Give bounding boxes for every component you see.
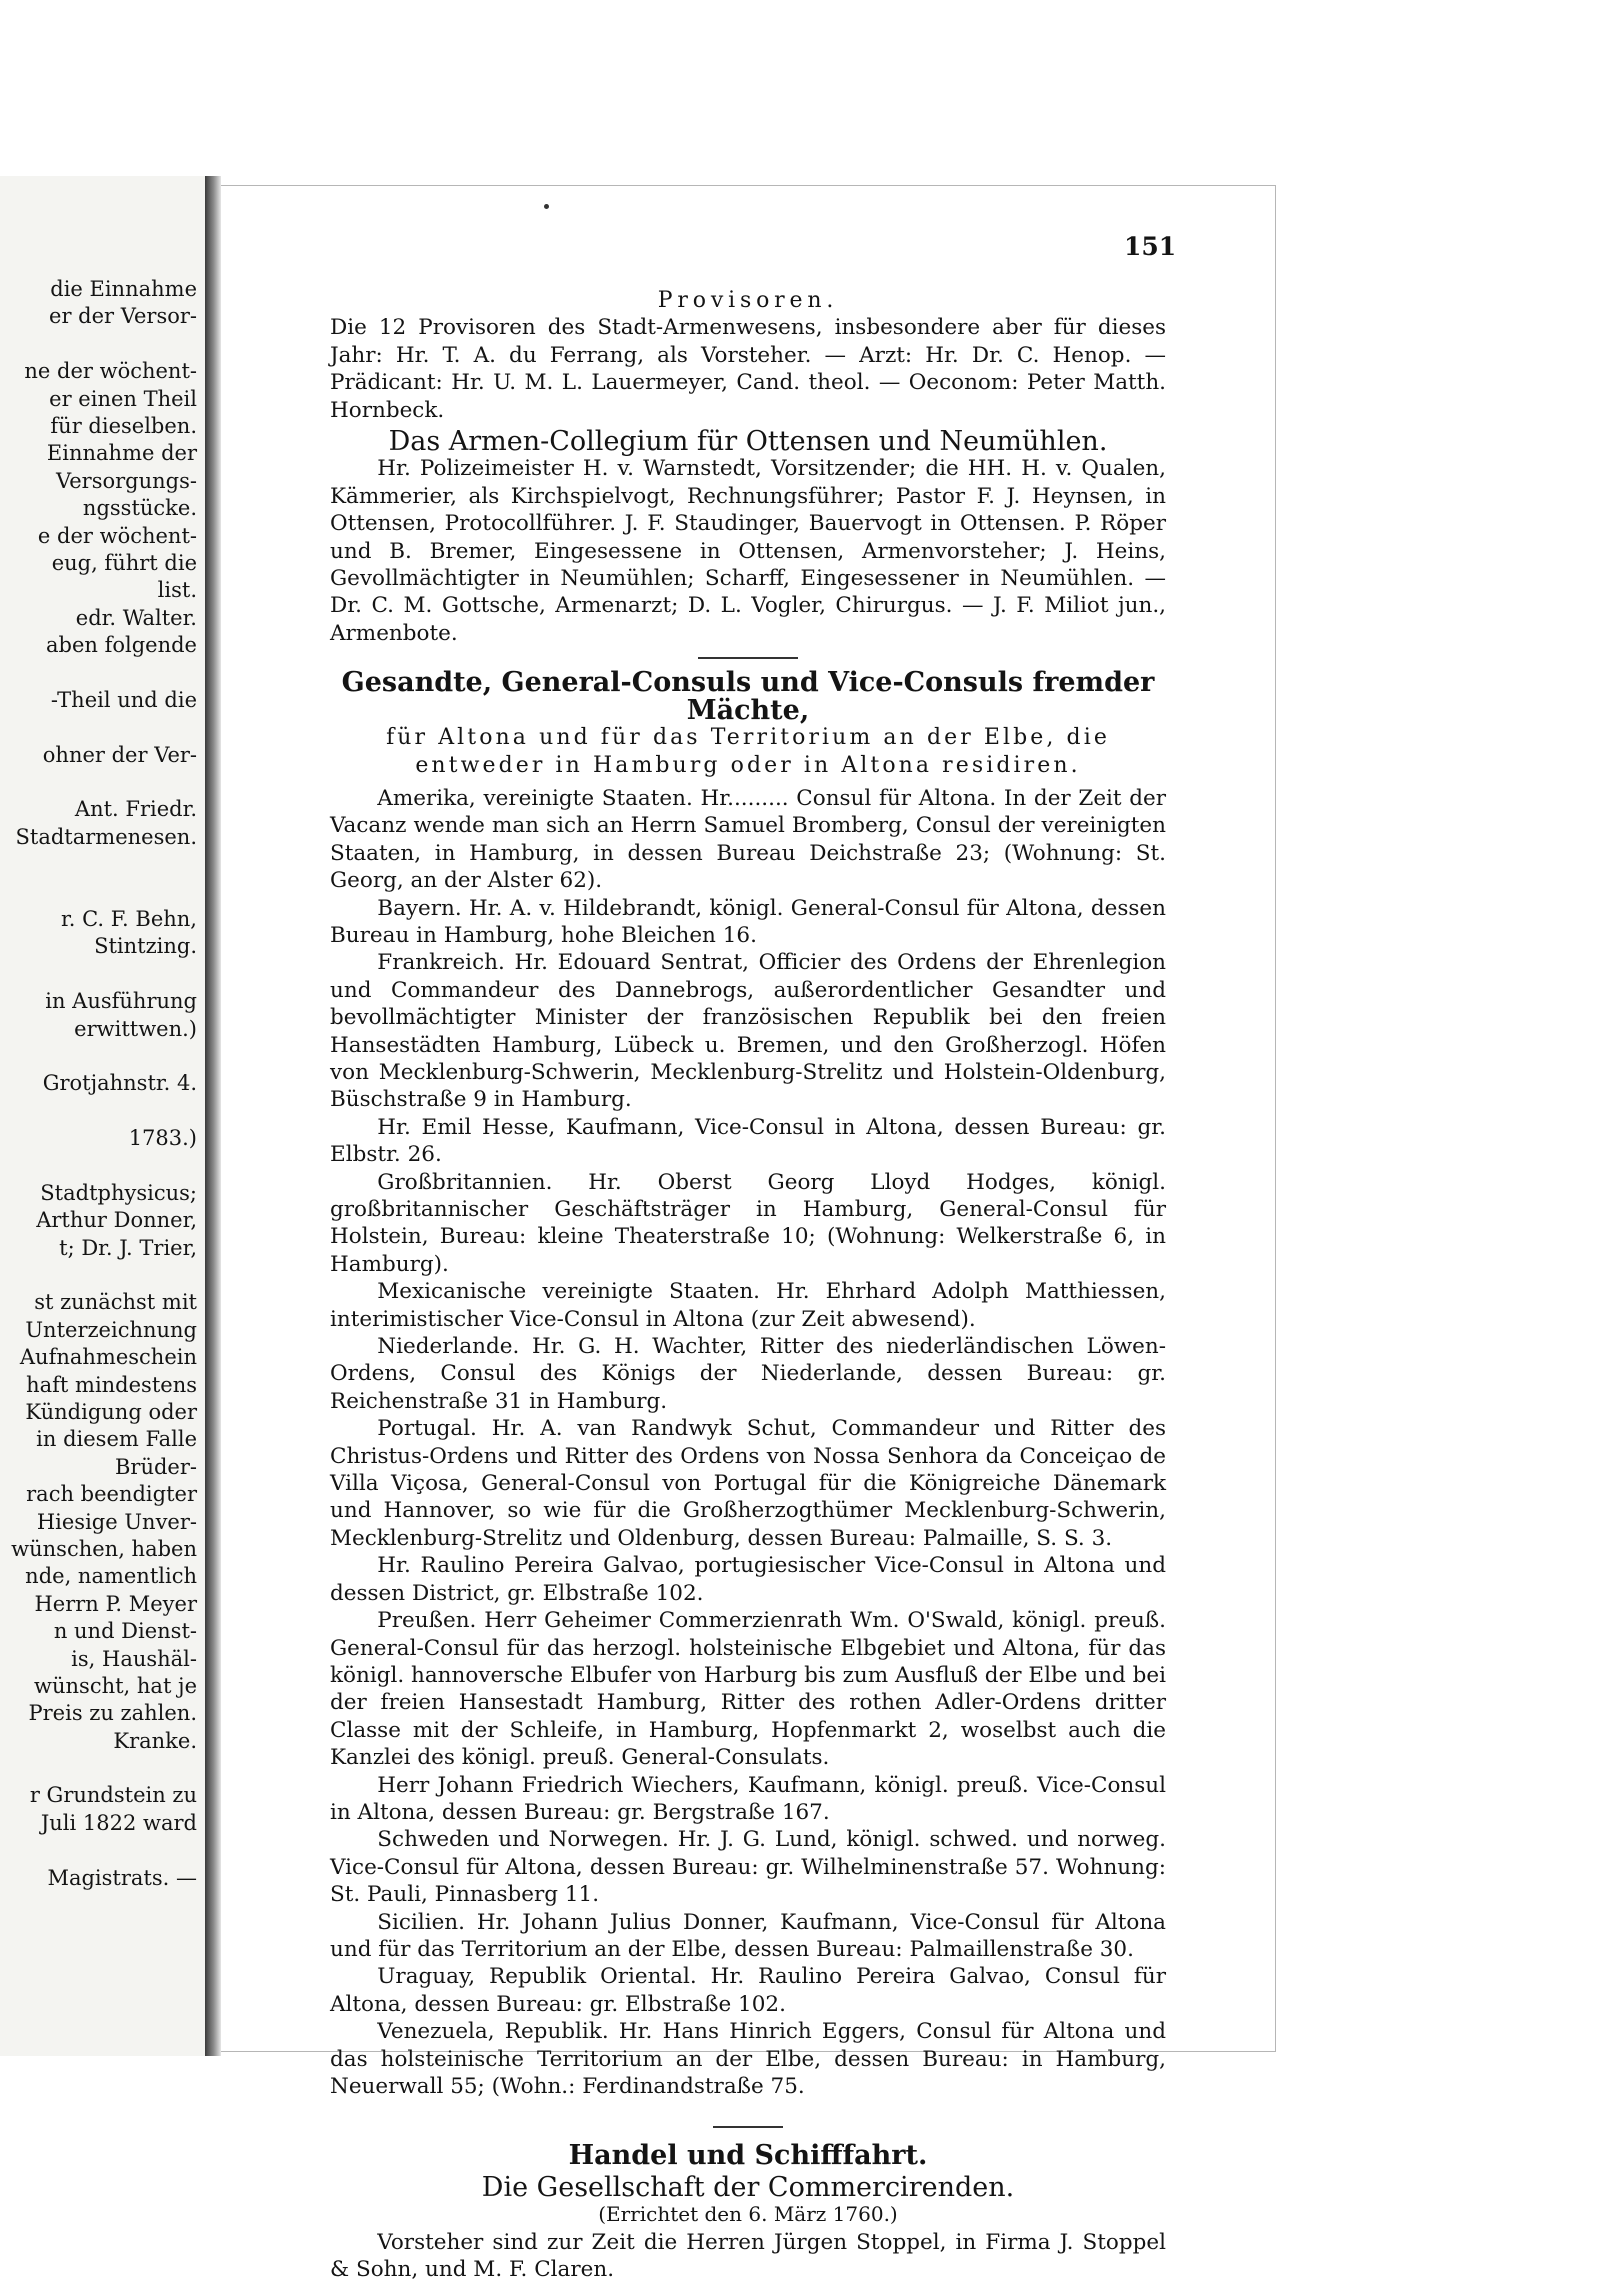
- consul-entry: Hr. Emil Hesse, Kaufmann, Vice-Consul in Altona, dessen Bureau: gr. Elbstr. 26.: [330, 1114, 1166, 1168]
- left-margin-line: er der Versor-: [49, 304, 197, 329]
- consul-entry: Uraguay, Republik Oriental. Hr. Raulino Pereira Galvao, Consul für Altona, dessen Bureau: gr. Elbstraße 102.: [330, 1964, 1166, 2017]
- left-margin-line: erwittwen.): [74, 1016, 197, 1041]
- armen-collegium-text: Hr. Polizeimeister H. v. Warnstedt, Vorsitzender; die HH. H. v. Qualen, Kämmerier, als Kirchspielvogt, Rechnungsführer; Pastor F. J. Heynsen, in Ottensen, Protocollführer. J. F. Staudinger, Bauervogt in Ottensen. P. Röper und B. Bremer, Eingesessene in Ottensen, Armenvorsteher; J. Heins, Gevollmächtigter in Neumühlen; Scharff, Eingesessener in Neumühlen. — Dr. C. M. Gottsche, Armenarzt; D. L. Vogler, Chirurgus. — J. F. Miliot jun., Armenbote.: [330, 456, 1166, 646]
- left-margin-line: [0, 879, 197, 906]
- left-margin-line: in Ausführung: [45, 989, 197, 1014]
- left-margin-line: Stadtphysicus;: [40, 1180, 197, 1205]
- left-margin-line: Arthur Donner,: [36, 1208, 197, 1233]
- left-margin-line: r. C. F. Behn,: [61, 906, 197, 931]
- page-number: 151: [1124, 232, 1177, 261]
- consul-entry: Portugal. Hr. A. van Randwyk Schut, Commandeur und Ritter des Christus-Ordens und Ritter des Ordens von Nossa Senhora da Conceiçao de Villa Viçosa, General-Consul von Portugal für die Königreiche Dänemark und Hannover, so wie für die Großherzogthümer Mecklenburg-Schwerin, Mecklenburg-Strelitz und Oldenburg, dessen Bureau: Palmaille, S. S. 3.: [330, 1416, 1166, 1551]
- left-margin-line: eug, führt die: [51, 550, 197, 575]
- left-margin-line: nde, namentlich: [25, 1564, 197, 1589]
- left-margin-line: [0, 961, 197, 988]
- consul-entry: Preußen. Herr Geheimer Commerzienrath Wm. O'Swald, königl. preuß. General-Consul für das herzogl. holsteinische Elbgebiet und Altona, für das königl. hannoversche Elbufer von Harburg bis zum Ausfluß der Elbe und bei der freien Hansestadt Hamburg, Ritter des rothen Adler-Ordens dritter Classe mit der Schleife, in Hamburg, Hopfenmarkt 2, woselbst auch die Kanzlei des königl. preuß. General-Consulats.: [330, 1608, 1166, 1771]
- consul-entry: Herr Johann Friedrich Wiechers, Kaufmann, königl. preuß. Vice-Consul in Altona, dessen Bureau: gr. Bergstraße 167.: [330, 1772, 1166, 1825]
- consul-entry: Venezuela, Republik. Hr. Hans Hinrich Eggers, Consul für Altona und das holsteinische Territorium an der Elbe, dessen Bureau: in Hamburg, Neuerwall 55; (Wohn.: Ferdinandstraße 75.: [330, 2019, 1166, 2099]
- left-margin-line: Kranke.: [113, 1728, 197, 1753]
- left-margin-line: Herrn P. Meyer: [34, 1591, 197, 1616]
- left-margin-line: haft mindestens: [26, 1372, 197, 1397]
- left-margin-line: Stadtarmenesen.: [15, 824, 197, 849]
- consul-entry: Niederlande. Hr. G. H. Wachter, Ritter des niederländischen Löwen-Ordens, Consul des Königs der Niederlande, dessen Bureau: gr. Reichenstraße 31 in Hamburg.: [330, 1334, 1166, 1414]
- section-title-consuls: Gesandte, General-Consuls und Vice-Consuls fremder Mächte,: [341, 667, 1155, 726]
- left-margin-line: [0, 1755, 197, 1782]
- left-margin-line: is, Haushäl-: [71, 1646, 197, 1671]
- left-margin-line: [0, 331, 197, 358]
- left-margin-line: [0, 659, 197, 686]
- left-margin-line: ngsstücke.: [82, 496, 197, 521]
- consul-entry: Frankreich. Hr. Edouard Sentrat, Officier des Ordens der Ehrenlegion und Commandeur des Dannebrogs, außerordentlicher Gesandter und bevollmächtigter Minister der französischen Republik bei den freien Hansestädten Hamburg, Lübeck u. Bremen, und den Großherzogl. Höfen von Mecklenburg-Schwerin, Mecklenburg-Strelitz und Holstein-Oldenburg, Büschstraße 9 in Hamburg.: [330, 950, 1166, 1113]
- consul-entry: Großbritannien. Hr. Oberst Georg Lloyd Hodges, königl. großbritannischer Geschäftsträger in Hamburg, General-Consul für Holstein, Bureau: kleine Theaterstraße 10; (Wohnung: Welkerstraße 6, in Hamburg).: [330, 1169, 1166, 1277]
- left-margin-line: Brüder-: [114, 1454, 197, 1479]
- left-margin-line: aben folgende: [46, 633, 197, 658]
- left-margin-line: Kündigung oder: [25, 1400, 197, 1425]
- left-margin-line: Hiesige Unver-: [36, 1509, 197, 1534]
- left-margin-line: [0, 1043, 197, 1070]
- left-margin-line: [0, 1262, 197, 1289]
- left-margin-line: [0, 851, 197, 878]
- consul-entry: Sicilien. Hr. Johann Julius Donner, Kaufmann, Vice-Consul für Altona und für das Territorium an der Elbe, dessen Bureau: Palmaillenstraße 30.: [330, 1909, 1166, 1962]
- left-margin-line: rach beendigter: [26, 1482, 197, 1507]
- consul-entry: Bayern. Hr. A. v. Hildebrandt, königl. General-Consul für Altona, dessen Bureau in Hamburg, hohe Bleichen 16.: [330, 895, 1166, 948]
- left-margin-line: Stintzing.: [94, 934, 197, 959]
- left-margin-line: list.: [157, 578, 197, 603]
- left-margin-line: wünschen, haben: [11, 1536, 197, 1561]
- section-title-handel: Handel und Schifffahrt.: [568, 2140, 928, 2172]
- page-body: [330, 287, 1166, 2283]
- page-speck: [544, 204, 549, 209]
- left-margin-line: die Einnahme: [50, 277, 197, 301]
- left-margin-line: für dieselben.: [50, 413, 197, 438]
- left-margin-line: Juli 1822 ward: [40, 1810, 197, 1835]
- consul-entry: Mexicanische vereinigte Staaten. Hr. Ehrhard Adolph Matthiessen, interimistischer Vice-Consul in Altona (zur Zeit abwesend).: [330, 1279, 1166, 1332]
- left-margin-line: [0, 1098, 197, 1125]
- left-margin-line: Versorgungs-: [56, 468, 197, 493]
- consul-list: [330, 785, 1166, 2101]
- left-page: [0, 176, 205, 2056]
- left-margin-line: r Grundstein zu: [29, 1783, 197, 1808]
- section-divider: [713, 2126, 783, 2128]
- left-margin-line: ohner der Ver-: [42, 742, 197, 767]
- left-margin-line: Unterzeichnung: [25, 1317, 197, 1342]
- section-title-armen-collegium: Das Armen-Collegium für Ottensen und Neumühlen.: [388, 426, 1108, 458]
- left-margin-line: [0, 714, 197, 741]
- left-margin-line: Ant. Friedr.: [74, 797, 197, 822]
- left-margin-line: Magistrats. —: [47, 1865, 197, 1890]
- left-margin-line: [0, 1837, 197, 1864]
- left-margin-line: in diesem Falle: [36, 1427, 197, 1452]
- provisoren-text: Die 12 Provisoren des Stadt-Armenwesens, insbesondere aber für dieses Jahr: Hr. T. A. du Ferrang, als Vorsteher. — Arzt: Hr. Dr. C. Henop. — Prädicant: Hr. U. M. L. Lauermeyer, Cand. theol. — Oeconom: Peter Matth. Hornbeck.: [330, 315, 1166, 423]
- handel-established: (Errichtet den 6. März 1760.): [598, 2202, 898, 2227]
- left-margin-line: edr. Walter.: [75, 605, 197, 630]
- handel-subtitle: Die Gesellschaft der Commercirenden.: [481, 2171, 1015, 2203]
- left-margin-line: -Theil und die: [50, 687, 197, 712]
- consul-entry: Schweden und Norwegen. Hr. J. G. Lund, königl. schwed. und norweg. Vice-Consul für Altona, dessen Bureau: gr. Wilhelminenstraße 57. Wohnung: St. Pauli, Pinnasberg 11.: [330, 1827, 1166, 1908]
- left-margin-line: e der wöchent-: [37, 523, 197, 548]
- left-margin-line: st zunächst mit: [34, 1290, 197, 1315]
- left-margin-line: 1783.): [128, 1126, 197, 1151]
- book-gutter: [205, 176, 221, 2056]
- left-page-text: [0, 276, 197, 1892]
- consuls-subtitle: für Altona und für das Territorium an der Elbe, die entweder in Hamburg oder in Altona residiren.: [386, 725, 1110, 778]
- left-margin-line: [0, 769, 197, 796]
- left-margin-line: ne der wöchent-: [24, 359, 197, 384]
- section-divider: [698, 657, 798, 659]
- left-margin-line: er einen Theil: [49, 386, 197, 411]
- left-margin-line: [0, 1153, 197, 1180]
- handel-text: Vorsteher sind zur Zeit die Herren Jürgen Stoppel, in Firma J. Stoppel & Sohn, und M. F. Claren.: [330, 2229, 1166, 2283]
- left-margin-line: Grotjahnstr. 4.: [42, 1071, 197, 1096]
- left-margin-line: Einnahme der: [46, 441, 197, 466]
- section-title-provisoren: Provisoren.: [657, 288, 839, 313]
- left-margin-line: wünscht, hat je: [34, 1673, 197, 1698]
- left-margin-line: n und Dienst-: [53, 1619, 197, 1644]
- left-margin-line: Aufnahmeschein: [19, 1345, 197, 1370]
- left-margin-line: t; Dr. J. Trier,: [59, 1235, 197, 1260]
- consul-entry: Hr. Raulino Pereira Galvao, portugiesischer Vice-Consul in Altona und dessen District, gr. Elbstraße 102.: [330, 1553, 1166, 1606]
- consul-entry: Amerika, vereinigte Staaten. Hr......... Consul für Altona. In der Zeit der Vacanz wende man sich an Herrn Samuel Bromberg, Consul der vereinigten Staaten, in Hamburg, in dessen Bureau Deichstraße 23; (Wohnung: St. Georg, an der Alster 62).: [330, 785, 1166, 894]
- left-margin-line: Preis zu zahlen.: [28, 1701, 197, 1726]
